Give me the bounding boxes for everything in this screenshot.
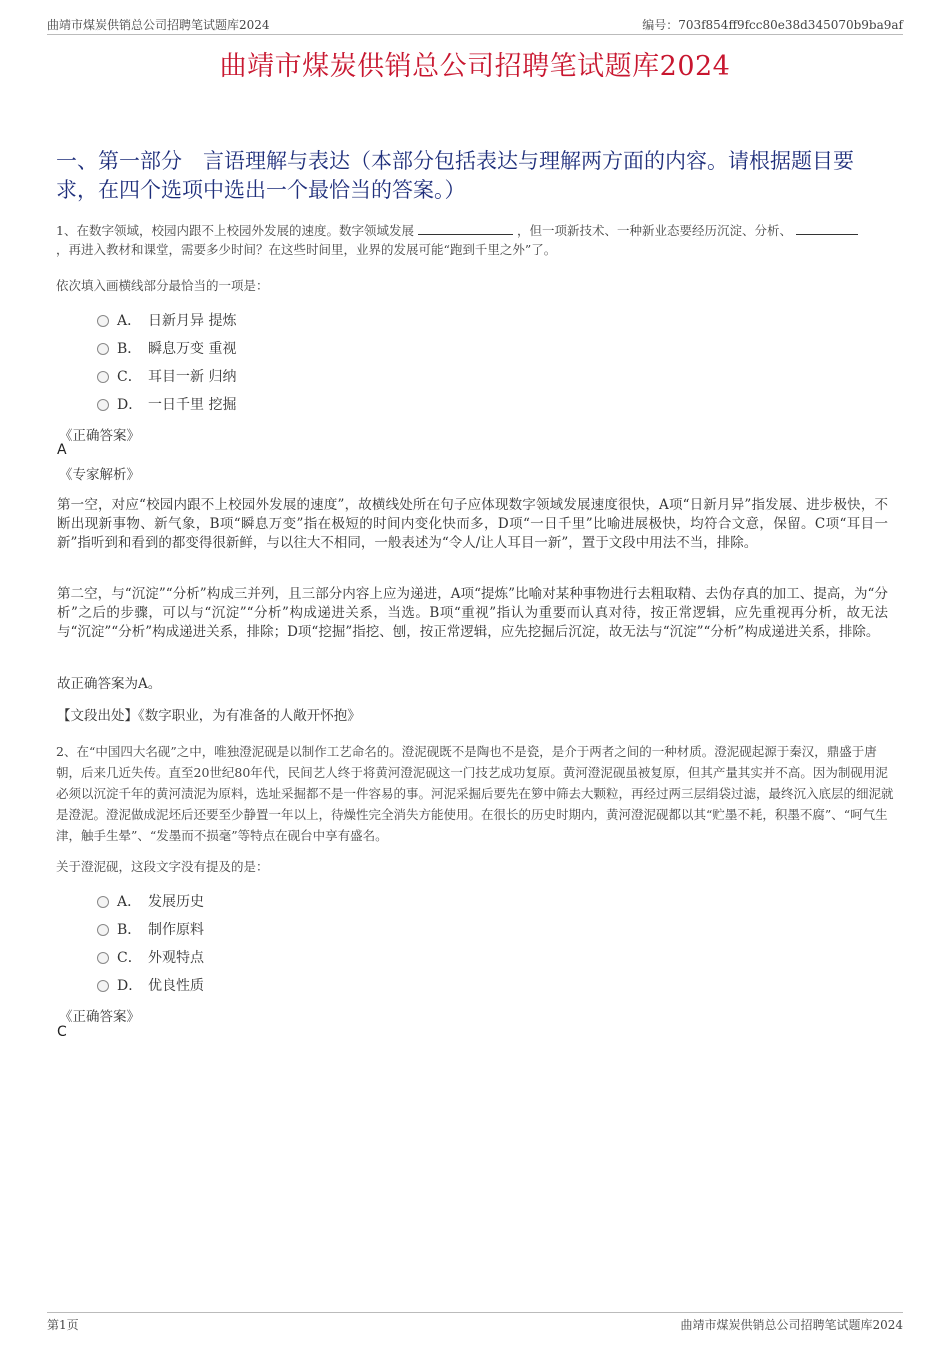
radio-button[interactable] <box>97 952 109 964</box>
option-key: B． <box>117 341 142 357</box>
q1-blank-1 <box>418 223 513 235</box>
radio-button[interactable] <box>97 896 109 908</box>
option-text: 一日千里 挖掘 <box>148 397 237 413</box>
section-heading: 一、第一部分 言语理解与表达（本部分包括表达与理解两方面的内容。请根据题目要求，在四个选项中选出一个最恰当的答案。） <box>56 149 854 202</box>
option-text: 外观特点 <box>148 950 204 966</box>
radio-button[interactable] <box>97 980 109 992</box>
q1-conclusion: 故正确答案为A。 <box>57 676 162 692</box>
q1-analysis-label: 《专家解析》 <box>59 467 140 483</box>
option-key: A． <box>117 313 142 329</box>
header-serial: 编号：703f854ff9fcc80e38d345070b9ba9af <box>642 18 903 32</box>
q1-blank-2 <box>796 223 858 235</box>
q1-prompt: 依次填入画横线部分最恰当的一项是： <box>56 278 269 293</box>
radio-button[interactable] <box>97 343 109 355</box>
option-key: D． <box>117 978 143 994</box>
option-key: A． <box>117 894 142 910</box>
footer-doc-title: 曲靖市煤炭供销总公司招聘笔试题库2024 <box>680 1318 903 1332</box>
page-footer <box>47 1312 903 1337</box>
radio-button[interactable] <box>97 399 109 411</box>
page-header <box>47 14 903 35</box>
option-text: 耳目一新 归纳 <box>148 369 237 385</box>
option-text: 日新月异 提炼 <box>148 313 237 329</box>
header-doc-title: 曲靖市煤炭供销总公司招聘笔试题库2024 <box>47 18 270 32</box>
q1-analysis-paragraph: 第二空，与“沉淀”“分析”构成三并列，且三部分内容上应为递进，A项“提炼”比喻对某种事物进行去粗取精、去伪存真的加工、提高，为“分析”之后的步骤，可以与“沉淀”“分析”构成递进关系，当选。B项“重视”指认为重要而认真对待，按正常逻辑，应先重视再分析，故无法与“沉淀”“分析”构成递进关系，排除；D项“挖掘”指挖、刨，按正常逻辑，应先挖掘后沉淀，故无法与“沉淀”“分析”构成递进关系，排除。 <box>57 586 888 640</box>
option-key: D． <box>117 397 143 413</box>
q1-analysis-paragraph: 第一空，对应“校园内跟不上校园外发展的速度”，故横线处所在句子应体现数字领域发展速度很快，A项“日新月异”指发展、进步极快，不断出现新事物、新气象，B项“瞬息万变”指在极短的时间内变化快而多，D项“一日千里”比喻进展极快，均符合文意，保留。C项“耳目一新”指听到和看到的都变得很新鲜，与以往大不相同，一般表述为“令人/让人耳目一新”，置于文段中用法不当，排除。 <box>57 497 888 551</box>
option-text: 优良性质 <box>148 978 204 994</box>
q2-prompt: 关于澄泥砚，这段文字没有提及的是： <box>56 859 269 874</box>
q1-stem-part-c: ，再进入教材和课堂，需要多少时间？在这些时间里，业界的发展可能“跑到千里之外”了。 <box>56 242 557 257</box>
q1-stem-part-b: ，但一项新技术、一种新业态要经历沉淀、分析、 <box>516 223 792 238</box>
q1-answer-label: 《正确答案》 <box>59 428 140 444</box>
option-text: 瞬息万变 重视 <box>148 341 237 357</box>
option-key: B． <box>117 922 142 938</box>
radio-button[interactable] <box>97 315 109 327</box>
question-2-stem: 2、在“中国四大名砚”之中，唯独澄泥砚是以制作工艺命名的。澄泥砚既不是陶也不是瓷，是介于两者之间的一种材质。澄泥砚起源于秦汉，鼎盛于唐朝，后来几近失传。直至20世纪80年代，民间艺人终于将黄河澄泥砚这一门技艺成功复原。黄河澄泥砚虽被复原，但其产量其实并不高。因为制砚用泥必须以沉淀千年的黄河渍泥为原料，选址采掘都不是一件容易的事。河泥采掘后要先在箩中筛去大颗粒，再经过两三层绢袋过滤，最终沉入底层的细泥就是澄泥。澄泥做成泥坯后还要至少静置一年以上，待燥性完全消失方能使用。在很长的历史时期内，黄河澄泥砚都以其“贮墨不耗，积墨不腐”、“呵气生津，触手生晕”、“发墨而不损毫”等特点在砚台中享有盛名。 <box>56 744 894 843</box>
radio-button[interactable] <box>97 924 109 936</box>
radio-button[interactable] <box>97 371 109 383</box>
q1-answer: A <box>57 442 67 458</box>
q2-answer: C <box>57 1024 67 1040</box>
option-text: 制作原料 <box>148 922 204 938</box>
option-text: 发展历史 <box>148 894 204 910</box>
q1-stem-part-a: 1、在数字领域，校园内跟不上校园外发展的速度。数字领域发展 <box>56 223 414 238</box>
option-key: C． <box>117 369 142 385</box>
question-1-stem <box>56 221 898 259</box>
footer-page-number: 第1页 <box>47 1318 79 1332</box>
q1-source: 【文段出处】《数字职业，为有准备的人敞开怀抱》 <box>57 708 361 724</box>
page-title: 曲靖市煤炭供销总公司招聘笔试题库2024 <box>219 51 731 82</box>
q2-answer-label: 《正确答案》 <box>59 1009 140 1025</box>
option-key: C． <box>117 950 142 966</box>
